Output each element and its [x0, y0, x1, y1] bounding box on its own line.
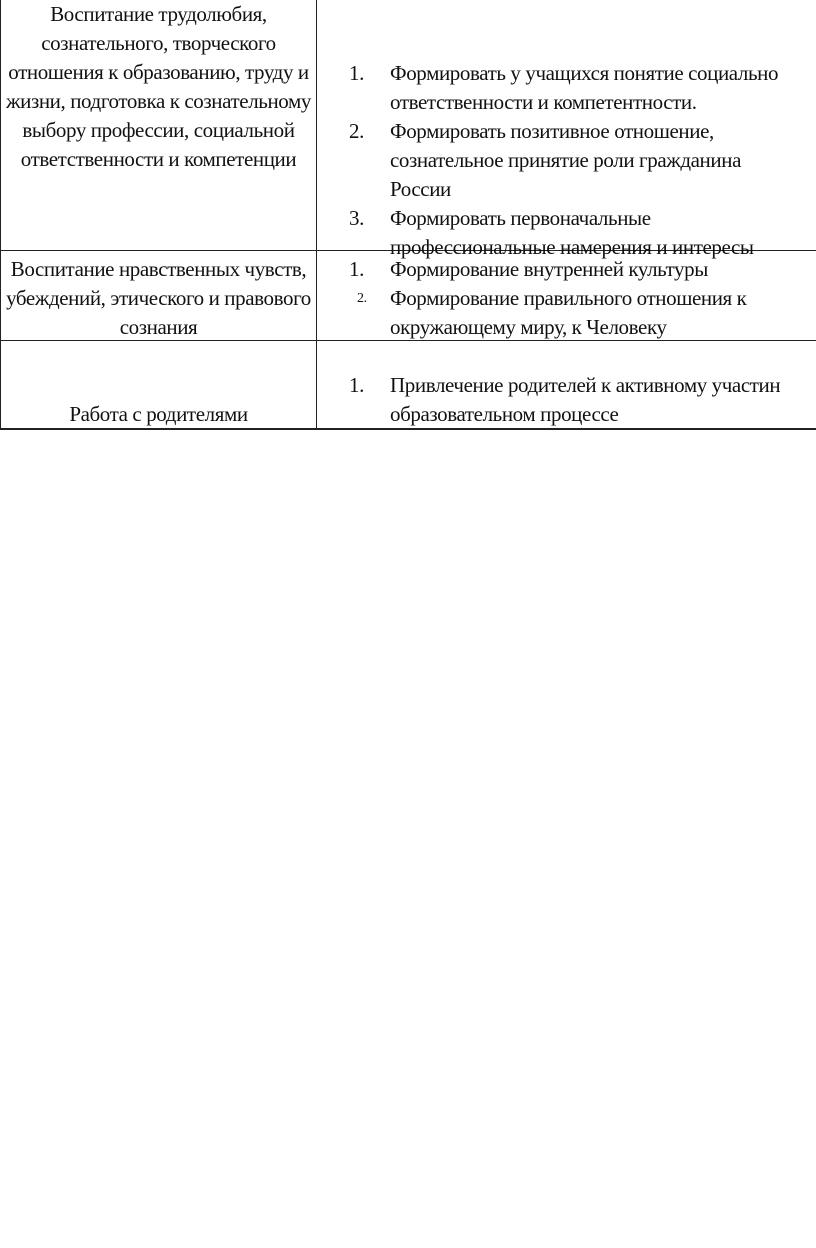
table-row-2-direction: Воспитание нравственных чувств, убеждений, этического и правового сознания	[6, 257, 311, 339]
table-row-1-direction: Воспитание трудолюбия, сознательного, творческого отношения к образованию, труду и жизни, подготовка к сознательному выбору профессии, социальной ответственности и компетенции	[6, 2, 311, 171]
task-number: 1.	[349, 373, 364, 397]
task-item	[317, 255, 816, 284]
task-number: 2.	[349, 119, 364, 143]
task-item	[317, 117, 816, 204]
table-row-1-tasks	[317, 59, 816, 262]
task-item	[317, 284, 816, 342]
task-text-line: Формировать у учащихся понятие социально	[390, 61, 779, 85]
task-text-line: Формирование правильного отношения к	[390, 286, 747, 310]
task-text-line: образовательном процессе	[390, 402, 619, 426]
task-text-line: ответственности и компетентности.	[390, 90, 697, 114]
task-text-line: России	[390, 177, 451, 201]
table-row-3-tasks	[317, 371, 816, 429]
task-item	[317, 204, 816, 262]
table-row-2-tasks	[317, 255, 816, 342]
task-number: 1.	[349, 61, 364, 85]
task-text-line: Формировать позитивное отношение,	[390, 119, 714, 143]
task-number: 1.	[349, 257, 364, 281]
task-text-line: Формирование внутренней культуры	[390, 257, 708, 281]
task-item	[317, 371, 816, 429]
task-item	[317, 59, 816, 117]
task-text-line: профессиональные намерения и интересы	[390, 235, 754, 259]
task-text-line: окружающему миру, к Человеку	[390, 315, 667, 339]
task-number: 2.	[357, 291, 367, 306]
task-text-line: Формировать первоначальные	[390, 206, 651, 230]
task-number: 3.	[349, 206, 364, 230]
table-row-3-direction: Работа с родителями	[69, 402, 248, 426]
task-text-line: Привлечение родителей к активному участин	[390, 373, 781, 397]
task-text-line: сознательное принятие роли гражданина	[390, 148, 741, 172]
